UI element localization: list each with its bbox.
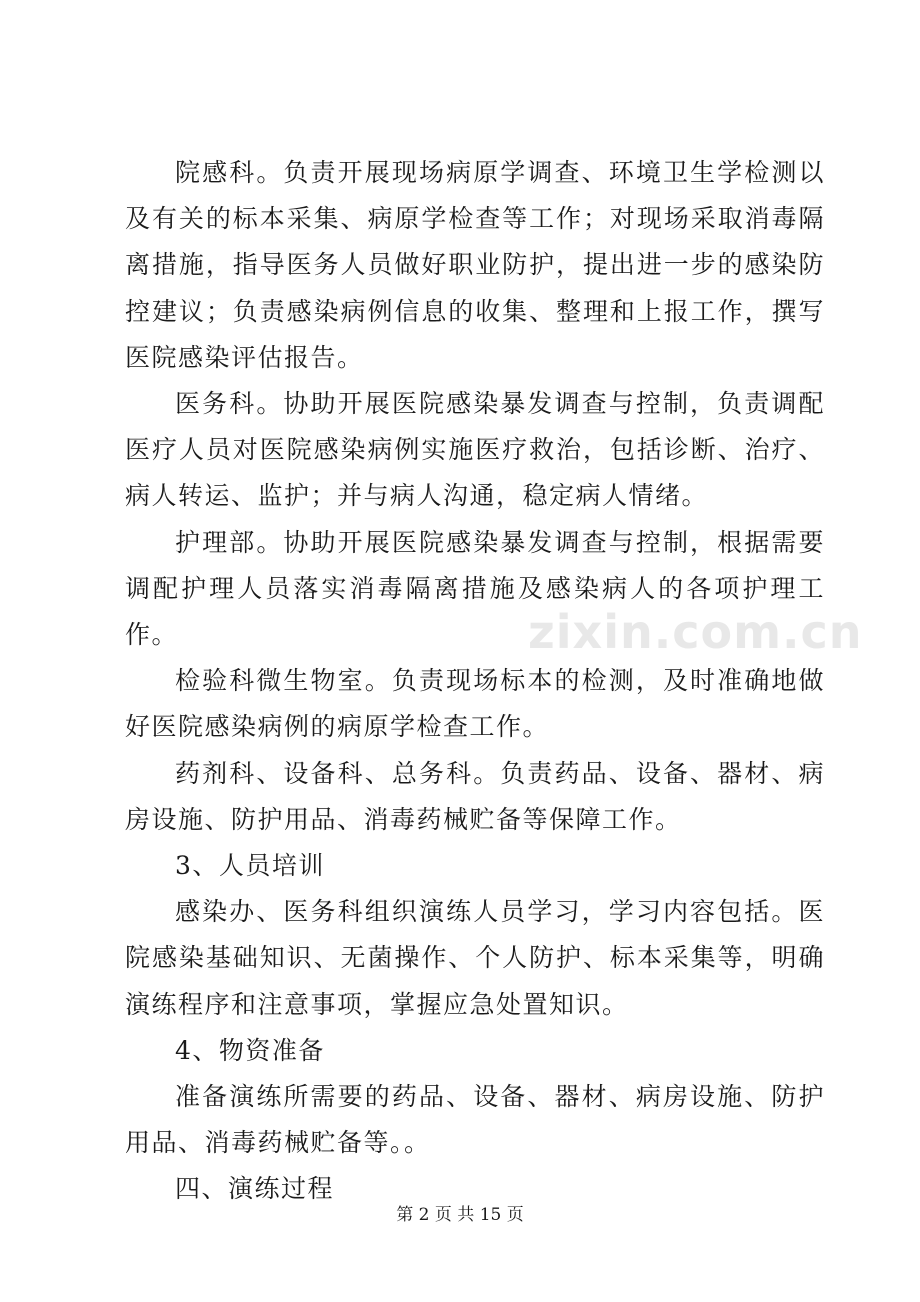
heading-personnel-training: 3、人员培训 — [175, 851, 325, 881]
paragraph-microbiology-lab: 检验科微生物室。负责现场标本的检测，及时准确地做好医院感染病例的病原学检查工作。 — [125, 666, 825, 742]
paragraph-pharmacy-equipment-general: 药剂科、设备科、总务科。负责药品、设备、器材、病房设施、防护用品、消毒药械贮备等保障工作。 — [125, 758, 825, 834]
heading-drill-process: 四、演练过程 — [175, 1174, 335, 1204]
paragraph-medical-affairs-dept: 医务科。协助开展医院感染暴发调查与控制，负责调配医疗人员对医院感染病例实施医疗救治，包括诊断、治疗、病人转运、监护；并与病人沟通，稳定病人情绪。 — [125, 389, 825, 511]
document-body — [125, 150, 825, 1213]
paragraph-nursing-dept: 护理部。协助开展医院感染暴发调查与控制，根据需要调配护理人员落实消毒隔离措施及感染病人的各项护理工作。 — [125, 527, 825, 650]
heading-material-preparation: 4、物资准备 — [175, 1035, 325, 1065]
paragraph-material-content: 准备演练所需要的药品、设备、器材、病房设施、防护用品、消毒药械贮备等。。 — [125, 1082, 825, 1158]
page-footer: 第 2 页 共 15 页 — [396, 1205, 524, 1225]
paragraph-infection-control-dept: 院感科。负责开展现场病原学调查、环境卫生学检测以及有关的标本采集、病原学检查等工作；对现场采取消毒隔离措施，指导医务人员做好职业防护，提出进一步的感染防控建议；负责感染病例信息的收集、整理和上报工作，撰写医院感染评估报告。 — [125, 158, 825, 372]
watermark: zixin.com.cn — [528, 605, 863, 659]
paragraph-training-content: 感染办、医务科组织演练人员学习，学习内容包括。医院感染基础知识、无菌操作、个人防护、标本采集等，明确演练程序和注意事项，掌握应急处置知识。 — [125, 897, 825, 1019]
